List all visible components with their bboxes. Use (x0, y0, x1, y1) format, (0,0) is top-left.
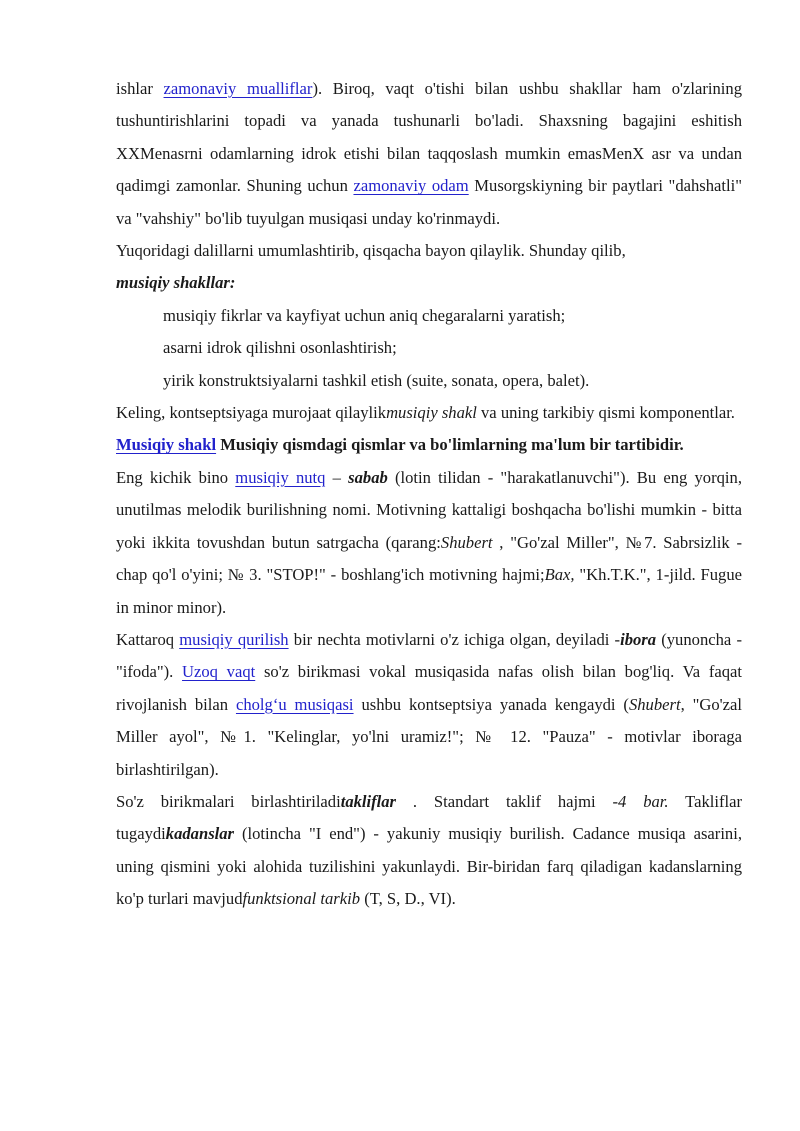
text: va uning tarkibiy qismi komponentlar. (476, 403, 735, 423)
text: Keling, kontseptsiyaga murojaat qilaylik (116, 403, 387, 423)
text: (yunoncha - "ifoda"). (116, 629, 742, 682)
list-item: asarni idrok qilishni osonlashtirish; (163, 338, 397, 358)
text: bir nechta motivlarni o'z ichiga olgan, deyiladi - (288, 629, 621, 649)
text: "Kh.T.K.", 1-jild. Fugue in minor minor). (116, 565, 742, 617)
text: Eng kichik bino (116, 467, 236, 487)
definition-musiqiy-shakl (116, 429, 742, 461)
text: So'z birikmalari birlashtiriladi (116, 791, 341, 811)
document-page (116, 73, 742, 916)
text: ishlar (116, 79, 164, 98)
bold-italic-term: sabab (348, 467, 388, 487)
list-item: musiqiy fikrlar va kayfiyat uchun aniq chegaralarni yaratish; (163, 305, 566, 325)
paragraph-concept (116, 397, 742, 429)
italic-term: Shubert (440, 532, 493, 552)
paragraph-modern-authors (116, 73, 742, 235)
list-item: yirik konstruktsiyalarni tashkil etish (suite, sonata, opera, balet). (163, 370, 590, 390)
paragraph-sabab (116, 462, 742, 624)
text: . Standart taklif hajmi - (396, 791, 619, 811)
link-musiqiy-qurilish[interactable]: musiqiy qurilish (179, 629, 289, 649)
italic-term: Bax, (544, 565, 575, 585)
text: Musiqiy qismdagi qismlar va bo'limlarning ma'lum bir tartibidir. (216, 435, 684, 455)
italic-term: Shubert (628, 694, 681, 714)
text: , "Go'zal Miller ayol", №1. "Kelinglar, yo'lni uramiz!"; № 12. "Pauza" - motivlar iboraga birlashtirilgan). (116, 694, 743, 779)
bold-italic-term: kadanslar (165, 824, 235, 844)
bold-italic-term: ibora (620, 629, 657, 649)
text: (lotincha "I end") - yakuniy musiqiy burilish. Cadance musiqa asarini, uning qismini yoki alohida tuzilishini yakunlaydi. Bir-biridan farq qiladigan kadanslarning ko'p turlari mavjud (116, 824, 742, 909)
italic-term: 4 bar. (618, 791, 669, 811)
link-musiqiy-nutq[interactable]: musiqiy nutq (235, 467, 326, 487)
paragraph-ibora (116, 624, 742, 786)
italic-term: musiqiy shakl (386, 403, 477, 423)
text: Kattaroq (116, 629, 180, 649)
heading-musiqiy-shakllar: musiqiy shakllar: (116, 273, 236, 293)
link-zamonaviy-odam[interactable]: zamonaviy odam (353, 176, 469, 196)
paragraph-takliflar (116, 786, 742, 916)
text: (lotin tilidan - "harakatlanuvchi"). Bu eng yorqin, unutilmas melodik burilishning nomi. Motivning kattaligi boshqacha bo'lishi mumkin - bitta yoki ikkita tovushdan butun satrgacha (qarang: (116, 467, 742, 552)
link-musiqiy-shakl[interactable]: Musiqiy shakl (116, 435, 217, 455)
paragraph-summary-intro: Yuqoridagi dalillarni umumlashtirib, qisqacha bayon qilaylik. Shunday qilib, (116, 241, 626, 261)
text: – (325, 467, 349, 487)
text: (T, S, D., VI). (360, 889, 456, 909)
text: Takliflar tugaydi (116, 791, 742, 844)
bold-italic-term: takliflar (340, 791, 397, 811)
link-cholgu-musiqasi[interactable]: cholg‘u musiqasi (235, 694, 354, 714)
text: , "Go'zal Miller", №7. Sabrsizlik - chap qo'l o'yini; № 3. "STOP!" - boshlang'ich motivning hajmi; (116, 532, 742, 585)
italic-term: funktsional tarkib (242, 889, 361, 909)
link-uzoq-vaqt[interactable]: Uzoq vaqt (182, 662, 256, 682)
link-zamonaviy-mualliflar[interactable]: zamonaviy mualliflar (163, 79, 313, 98)
text: ). Biroq, vaqt o'tishi bilan ushbu shakllar ham o'zlarining tushuntirishlarini topadi va yanada tushunarli bo'ladi. Shaxsning bagajini eshitish XXMenasrni odamlarning idrok etishi bilan taqqoslash mumkin emasMenX asr va undan qadimgi zamonlar. Shuning uchun (116, 79, 742, 196)
text: so'z birikmasi vokal musiqasida nafas olish bilan bog'liq. Va faqat rivojlanish bilan (116, 662, 742, 714)
text: Musorgskiyning bir paytlari "dahshatli" va "vahshiy" bo'lib tuyulgan musiqasi unday ko'rinmaydi. (116, 176, 742, 228)
text: ushbu kontseptsiya yanada kengaydi ( (353, 694, 629, 714)
